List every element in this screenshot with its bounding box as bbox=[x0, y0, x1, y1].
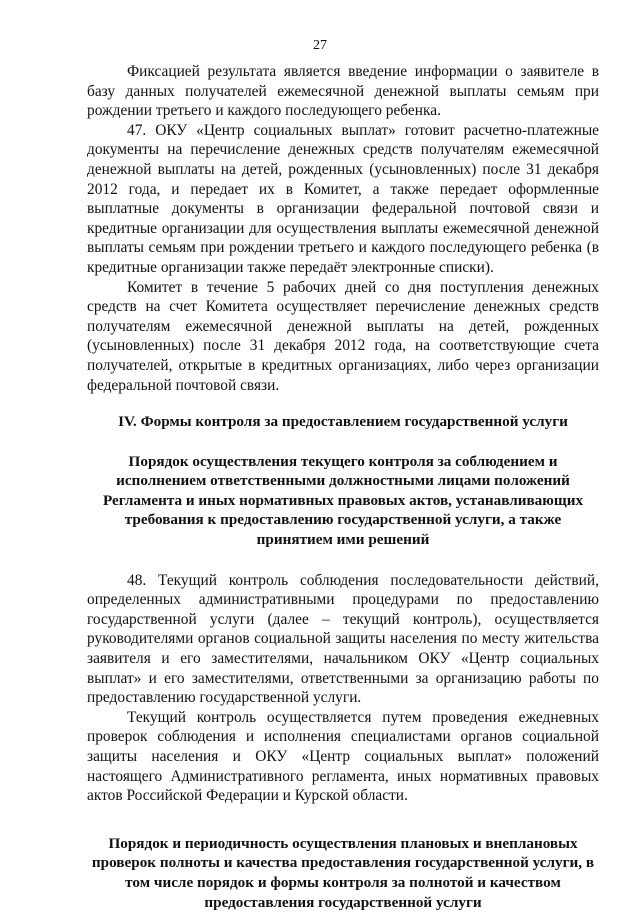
subheading-planned-inspections: Порядок и периодичность осуществления плановых и внеплановых проверок полноты и качества предоставления государственной услуги, в том числе порядок и формы контроля за полнотой и качеством предоставления государственной услуги bbox=[91, 834, 595, 911]
page-content bbox=[87, 62, 599, 912]
paragraph-48-current-control: 48. Текущий контроль соблюдения последовательности действий, определенных административными процедурами по предоставлению государственной услуги (далее – текущий контроль), осуществляется руководителями органов социальной защиты населения по месту жительства заявителя и его заместителями, начальником ОКУ «Центр социальных выплат» и его заместителями, ответственными за организацию работы по предоставлению государственной услуги. bbox=[87, 571, 599, 707]
spacer bbox=[87, 550, 599, 571]
spacer bbox=[87, 432, 599, 452]
paragraph-daily-checks: Текущий контроль осуществляется путем проведения ежедневных проверок соблюдения и исполнения специалистами органов социальной защиты населения и ОКУ «Центр социальных выплат» положений настоящего Административного регламента, иных нормативных правовых актов Российской Федерации и Курской области. bbox=[87, 708, 599, 805]
section-heading-iv: IV. Формы контроля за предоставлением государственной услуги bbox=[118, 413, 568, 431]
paragraph-47-payment-documents: 47. ОКУ «Центр социальных выплат» готовит расчетно-платежные документы на перечисление денежных средств получателям ежемесячной денежной выплаты на детей, рожденных (усыновленных) после 31 декабря 2012 года, и передает их в Комитет, а также передает оформленные выплатные документы в организации федеральной почтовой связи и кредитные организации для осуществления выплаты ежемесячной денежной выплаты семьям при рождении третьего и каждого последующего ребенка (в кредитные организации также передаёт электронные списки). bbox=[87, 121, 599, 276]
spacer bbox=[87, 395, 599, 412]
paragraph-committee-transfer: Комитет в течение 5 рабочих дней со дня поступления денежных средств на счет Комитета осуществляет перечисление денежных средств получателям ежемесячной денежной выплаты на детей, рожденных (усыновленных) после 31 декабря 2012 года, на соответствующие счета получателей, открытые в кредитных организациях, либо через организации федеральной почтовой связи. bbox=[87, 278, 599, 394]
paragraph-fixation-result: Фиксацией результата является введение информации о заявителе в базу данных получателей ежемесячной денежной выплаты семьям при рождении третьего и каждого последующего ребенка. bbox=[87, 63, 599, 120]
page-number: 27 bbox=[313, 38, 327, 53]
spacer bbox=[87, 806, 599, 834]
subheading-current-control: Порядок осуществления текущего контроля за соблюдением и исполнением ответственными должностными лицами положений Регламента и иных нормативных правовых актов, устанавливающих требования к предоставлению государственной услуги, а также принятием ими решений bbox=[102, 452, 584, 549]
